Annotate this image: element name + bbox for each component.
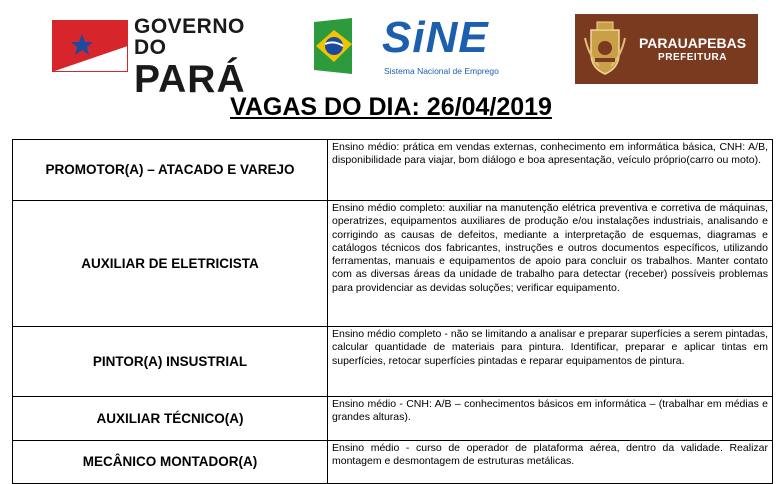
job-description: Ensino médio - CNH: A/B – conhecimentos básicos em informática – (trabalhar em médias e grandes alturas). <box>328 397 773 441</box>
job-vacancies-table <box>12 139 773 484</box>
table-row <box>13 327 773 397</box>
governo-do-para-text <box>134 16 262 99</box>
sine-subtitle: Sistema Nacional de Emprego <box>384 66 499 76</box>
table-row <box>13 201 773 327</box>
para-flag-icon <box>52 20 128 72</box>
job-description: Ensino médio completo - não se limitando a analisar e preparar superfícies a serem pintadas, calcular quantidade de materiais para pintura. Identificar, preparar e aplicar tintas em superfícies, retocar superfícies pintadas e reparar equipamentos de pintura. <box>328 327 773 397</box>
sine-wordmark: SiNE <box>382 13 489 62</box>
governo-do-label: GOVERNO DO <box>134 15 245 59</box>
table-row <box>13 140 773 201</box>
job-title: PINTOR(A) INSUSTRIAL <box>13 327 328 397</box>
job-description: Ensino médio completo: auxiliar na manutenção elétrica preventiva e corretiva de máquinas, operatrizes, equipamentos auxiliares de produção e/ou instalações industriais, analisando e corrigindo as causas de defeitos, mediante a interpretação de esquemas, diagramas e catálogos técnicos dos fabricantes, instruções e outros documentos específicos, utilizando ferramentas, manuais e equipamentos de apoio para concluir os trabalhos. Manter contato com as diversas áreas da unidade de trabalho para detectar (receber) possíveis problemas para providenciar as devidas soluções; verificar equipamento. <box>328 201 773 327</box>
header <box>0 0 782 101</box>
job-title: MECÂNICO MONTADOR(A) <box>13 441 328 484</box>
city-crest-icon <box>583 20 627 78</box>
job-title: PROMOTOR(A) – ATACADO E VAREJO <box>13 140 328 201</box>
table-row <box>13 441 773 484</box>
page-title: VAGAS DO DIA: 26/04/2019 <box>230 93 552 121</box>
sine-logo <box>312 14 512 84</box>
parauapebas-title: PARAUAPEBAS <box>638 35 747 51</box>
parauapebas-logo <box>575 14 758 84</box>
prefeitura-subtitle: PREFEITURA <box>658 52 727 63</box>
job-title: AUXILIAR DE ELETRICISTA <box>13 201 328 327</box>
table-row <box>13 397 773 441</box>
para-label: PARÁ <box>134 58 246 101</box>
job-description: Ensino médio: prática em vendas externas, conhecimento em informática básica, CNH: A/B, disponibilidade para viajar, bom diálogo e boa apresentação, veículo próprio(carro ou moto). <box>328 140 773 201</box>
job-title: AUXILIAR TÉCNICO(A) <box>13 397 328 441</box>
sine-flag-icon <box>312 16 378 76</box>
job-description: Ensino médio - curso de operador de plataforma aérea, dentro da validade. Realizar montagem e desmontagem de estruturas metálicas. <box>328 441 773 484</box>
governo-do-para-logo <box>52 14 262 101</box>
